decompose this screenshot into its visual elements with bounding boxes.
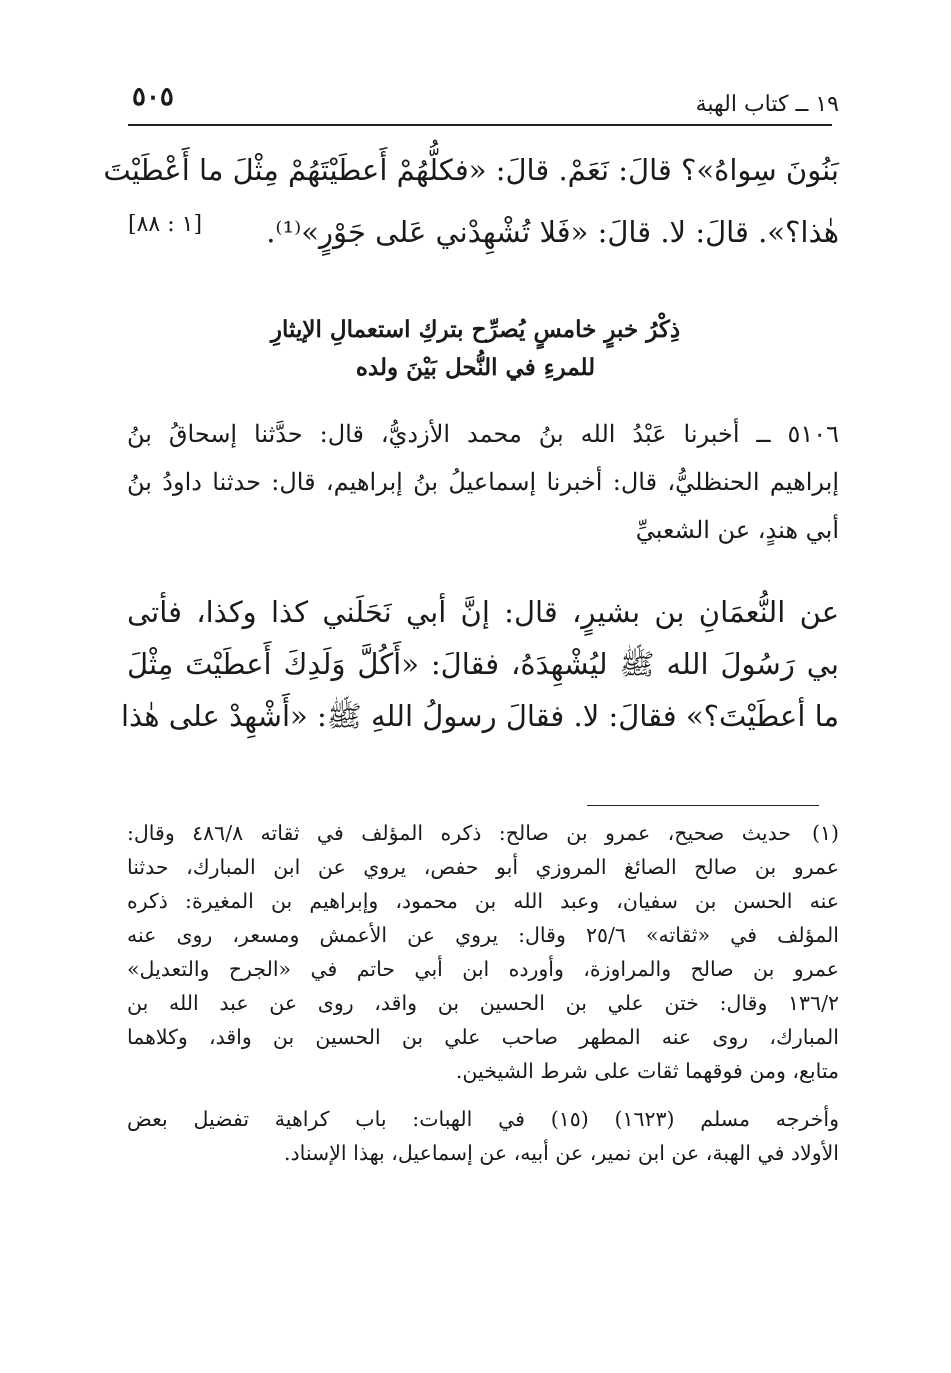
footnote-line: ١٣٦/٢ وقال: ختن علي بن الحسين بن واقد، روى عن عبد الله بن (127, 991, 839, 1015)
footnote-line: وأخرجه مسلم (١٦٢٣) (١٥) في الهبات: باب كراهية تفضيل بعض (127, 1107, 839, 1131)
isnad-line: أبي هندٍ، عن الشعبيِّ (635, 516, 839, 544)
matn-line: بي رَسُولَ الله ﷺ ليُشْهِدَهُ، فقالَ: «أَكُلَّ وَلَدِكَ أَعطَيْتَ مِثْلَ (127, 647, 839, 681)
page-number: ٥٠٥ (132, 82, 174, 112)
text-line: بَنُونَ سِواهُ»؟ قالَ: نَعَمْ. قالَ: «فكلُّهُمْ أَعطَيْتَهُمْ مِثْلَ ما أَعْطَيْتَ (103, 153, 839, 187)
header-divider (128, 124, 832, 126)
matn-line: ما أعطَيْتَ؟» فقالَ: لا. فقالَ رسولُ اللهِ ﷺ: «أَشْهِدْ على هٰذا (120, 699, 839, 733)
footnote-line: متابع، ومن فوقهما ثقات على شرط الشيخين. (455, 1059, 839, 1083)
section-heading-line2: للمرءِ في النُّحل بَيْنَ ولده (355, 354, 596, 381)
isnad-line: إبراهيم الحنظليُّ، قال: أخبرنا إسماعيلُ بنُ إبراهيم، قال: حدثنا داودُ بنُ (127, 468, 839, 496)
footnote-line: عمرو بن صالح والمراوزة، وأورده ابن أبي حاتم في «الجرح والتعديل» (127, 957, 839, 981)
section-heading: ذِكْرُ خبرٍ خامسٍ يُصرِّح بتركِ استعمالِ الإيثارِ (270, 316, 681, 343)
hadith-reference: [١ : ٨٨] (128, 212, 203, 237)
text-line: هٰذا؟». قالَ: لا. قالَ: «فَلا تُشْهِدْني عَلى جَوْرٍ»⁽¹⁾. (266, 215, 839, 249)
footnote-marker: (١) (811, 821, 839, 845)
footnote-divider (587, 805, 819, 806)
footnote-line: عمرو بن صالح الصائغ المروزي أبو حفص، يروي عن ابن المبارك، حدثنا (127, 855, 839, 879)
matn-line: عن النُّعمَانِ بن بشيرٍ، قال: إنَّ أبي نَحَلَني كذا وكذا، فأتى (127, 595, 839, 629)
footnote-line: المبارك، روى عنه المطهر صاحب علي بن الحسين بن واقد، وكلاهما (127, 1025, 839, 1049)
footnote-line: المؤلف في «ثقاته» ٢٥/٦ وقال: يروي عن الأعمش ومسعر، روى عنه (127, 923, 840, 947)
footnote-text: حديث صحيح، عمرو بن صالح: ذكره المؤلف في ثقاته ٤٨٦/٨ وقال: (127, 821, 791, 845)
chapter-title: ١٩ ــ كتاب الهبة (695, 92, 839, 117)
footnote-line: الأولاد في الهبة، عن ابن نمير، عن أبيه، عن إسماعيل، بهذا الإسناد. (283, 1141, 839, 1165)
footnote-line: عنه الحسن بن سفيان، وعبد الله بن محمود، وإبراهيم بن المغيرة: ذكره (127, 889, 839, 913)
footnote-line (127, 818, 839, 848)
isnad-line: ٥١٠٦ ــ أخبرنا عَبْدُ الله بنُ محمد الأزديُّ، قال: حدَّثنا إسحاقُ بنُ (127, 420, 839, 448)
